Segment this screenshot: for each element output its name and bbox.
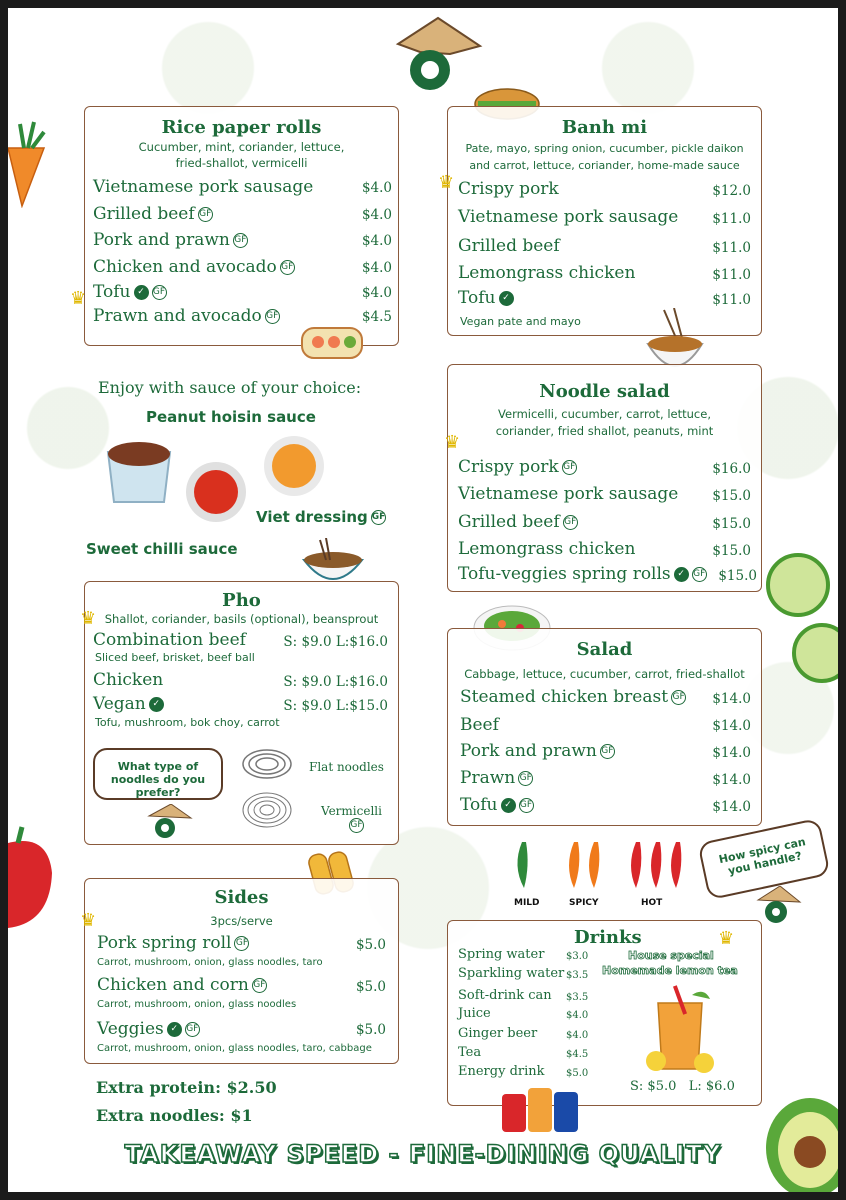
item-price: $14.0 (712, 772, 751, 788)
gluten-free-icon: GF (265, 309, 280, 324)
section-title: Noodle salad (539, 381, 670, 402)
item-price: S: $9.0 L:$15.0 (283, 698, 388, 714)
gluten-free-icon: GF (692, 567, 707, 582)
drink-item: Ginger beer (458, 1026, 538, 1041)
menu-item: Chicken and avocado GF (93, 257, 294, 277)
item-price: $4.0 (361, 207, 392, 223)
item-note: Vegan pate and mayo (460, 315, 581, 328)
lemon-tea-label: Homemade lemon tea (602, 964, 738, 977)
footer-slogan: TAKEAWAY SPEED - FINE-DINING QUALITY (124, 1140, 722, 1168)
menu-item: Grilled beef GF (458, 512, 577, 532)
flat-noodles-label: Flat noodles (309, 760, 384, 774)
item-note: Carrot, mushroom, onion, glass noodles (97, 999, 297, 1010)
bell-pepper-icon (8, 823, 54, 933)
gluten-free-icon: GF (234, 936, 249, 951)
item-price: $14.0 (712, 745, 751, 761)
section-title: Sides (214, 887, 269, 908)
menu-item: Pork spring roll GF (97, 933, 249, 953)
menu-item: Tofu ✓ (458, 288, 514, 308)
menu-item: Tofu-veggies spring rolls ✓ GF (458, 564, 706, 584)
menu-item: Chicken and corn GF (97, 975, 266, 995)
section-title: Salad (576, 639, 633, 660)
gluten-free-icon: GF (518, 771, 533, 786)
drink-item: Spring water (458, 947, 545, 962)
gluten-free-icon: GF (671, 690, 686, 705)
section-title: Pho (222, 590, 261, 611)
item-price: $5.0 (355, 937, 386, 953)
item-price: $11.0 (712, 267, 751, 283)
soda-cans-image (498, 1082, 582, 1134)
menu-item: Pork and prawn GF (460, 741, 614, 761)
menu-item: Prawn and avocado GF (93, 306, 279, 326)
menu-item: Combination beef (93, 630, 246, 650)
item-price: $11.0 (712, 211, 751, 227)
item-price: $4.0 (361, 260, 392, 276)
lemon-tea-image (644, 985, 716, 1075)
gluten-free-icon: GF (185, 1022, 200, 1037)
house-special-label: House special (628, 949, 714, 962)
pho-section (84, 581, 399, 845)
item-price: $14.0 (712, 718, 751, 734)
vegan-icon: ✓ (167, 1022, 182, 1037)
item-note: Sliced beef, brisket, beef ball (95, 651, 255, 664)
peanut-sauce-label: Peanut hoisin sauce (146, 408, 316, 426)
item-price: $12.0 (712, 183, 751, 199)
item-price: S: $9.0 L:$16.0 (283, 674, 388, 690)
logo-hat-icon (390, 14, 486, 94)
item-price: $4.5 (361, 309, 392, 325)
drink-price: $4.0 (566, 1030, 589, 1041)
item-price: $15.0 (712, 516, 751, 532)
item-price: $4.0 (361, 180, 392, 196)
flat-noodles-image (239, 744, 295, 784)
noodle-question-bubble: What type of noodles do you prefer? (93, 748, 223, 800)
drink-item: Juice (458, 1006, 491, 1021)
gluten-free-icon: GF (519, 798, 534, 813)
banh-mi-section (447, 106, 762, 336)
vermicelli-image (239, 788, 295, 832)
spice-spicy-label: SPICY (569, 898, 599, 908)
section-description: Cucumber, mint, coriander, lettuce, (138, 140, 345, 154)
item-price: $5.0 (355, 1022, 386, 1038)
item-price: $16.0 (712, 461, 751, 477)
noodle-salad-section (447, 364, 762, 592)
drink-price: $3.0 (566, 951, 589, 962)
crown-icon: ♛ (718, 928, 735, 949)
section-description: and carrot, lettuce, coriander, home-made sauce (469, 159, 740, 172)
gluten-free-icon: GF (152, 285, 167, 300)
menu-item: Vietnamese pork sausage (458, 484, 679, 504)
salad-section (447, 628, 762, 826)
menu-item: Beef (460, 715, 499, 735)
menu-item: Vietnamese pork sausage (458, 207, 679, 227)
menu-item: Grilled beef GF (93, 204, 212, 224)
menu-item: Prawn GF (460, 768, 532, 788)
menu-item: Veggies ✓ GF (97, 1019, 199, 1039)
drink-item: Energy drink (458, 1064, 545, 1079)
section-title: Drinks (574, 927, 642, 948)
carrot-icon (8, 118, 48, 208)
sides-section (84, 878, 399, 1064)
gluten-free-icon: GF (252, 978, 267, 993)
crown-icon: ♛ (70, 288, 87, 309)
menu-page (8, 8, 838, 1192)
item-price: $14.0 (712, 691, 751, 707)
drink-price: $3.5 (566, 970, 589, 981)
menu-item: Vietnamese pork sausage (93, 177, 314, 197)
spice-hot-label: HOT (641, 898, 663, 908)
item-price: S: $9.0 L:$16.0 (283, 634, 388, 650)
section-description: Cabbage, lettuce, cucumber, carrot, fried-shallot (464, 667, 745, 681)
section-description: Shallot, coriander, basils (optional), beansprout (104, 612, 379, 626)
rice-paper-rolls-section (84, 106, 399, 346)
section-title: Rice paper rolls (161, 117, 322, 138)
gluten-free-icon: GF (349, 818, 364, 833)
drink-price: $4.5 (566, 1049, 589, 1060)
drink-item: Soft-drink can (458, 988, 552, 1003)
item-price: $11.0 (712, 240, 751, 256)
gluten-free-icon: GF (600, 744, 615, 759)
item-price: $5.0 (355, 979, 386, 995)
menu-item: Grilled beef (458, 236, 560, 256)
section-description: Pate, mayo, spring onion, cucumber, pickle daikon (465, 142, 744, 155)
menu-item: Tofu ✓ GF (93, 282, 166, 302)
crown-icon: ♛ (80, 608, 97, 629)
gluten-free-icon: GF (280, 260, 295, 275)
chilli-peppers-image (508, 836, 698, 896)
extra-protein: Extra protein: $2.50 (96, 1078, 277, 1097)
item-price: $4.0 (361, 233, 392, 249)
section-description: Vermicelli, cucumber, carrot, lettuce, (498, 407, 711, 421)
vegan-icon: ✓ (499, 291, 514, 306)
item-price: $4.0 (361, 285, 392, 301)
gluten-free-icon: GF (198, 207, 213, 222)
vegan-icon: ✓ (501, 798, 516, 813)
gluten-free-icon: GF (562, 460, 577, 475)
special-price: S: $5.0 L: $6.0 (630, 1079, 735, 1094)
sauces-heading: Enjoy with sauce of your choice: (98, 378, 362, 397)
sweet-chilli-label: Sweet chilli sauce (86, 540, 238, 558)
section-description: fried-shallot, vermicelli (175, 156, 308, 170)
spice-mild-label: MILD (514, 898, 540, 908)
menu-item: Chicken (93, 670, 164, 690)
menu-item: Pork and prawn GF (93, 230, 247, 250)
vegan-icon: ✓ (134, 285, 149, 300)
drink-price: $5.0 (566, 1068, 589, 1079)
menu-item: Steamed chicken breast GF (460, 687, 685, 707)
section-description: coriander, fried shallot, peanuts, mint (495, 424, 714, 438)
menu-item: Vegan ✓ (93, 694, 164, 714)
item-price: $15.0 (718, 568, 757, 584)
rice-paper-roll-image (300, 320, 366, 366)
vermicelli-label: Vermicelli GF (321, 804, 382, 833)
drink-price: $4.0 (566, 1010, 589, 1021)
item-price: $15.0 (712, 488, 751, 504)
section-title: Banh mi (561, 117, 648, 138)
crown-icon: ♛ (80, 910, 97, 931)
hat-logo-icon (147, 804, 193, 840)
gluten-free-icon: GF (563, 515, 578, 530)
menu-item: Tofu ✓ GF (460, 795, 533, 815)
cucumber-slices-icon (762, 553, 838, 693)
viet-dressing-label: Viet dressing GF (256, 508, 386, 526)
section-description: 3pcs/serve (210, 914, 273, 928)
gluten-free-icon: GF (233, 233, 248, 248)
vegan-icon: ✓ (674, 567, 689, 582)
menu-item: Lemongrass chicken (458, 263, 636, 283)
item-price: $15.0 (712, 543, 751, 559)
spicy-question-bubble: How spicy can you handle? (697, 818, 830, 901)
item-note: Carrot, mushroom, onion, glass noodles, taro, cabbage (97, 1043, 372, 1054)
crown-icon: ♛ (438, 172, 455, 193)
item-note: Tofu, mushroom, bok choy, carrot (95, 716, 280, 729)
menu-item: Lemongrass chicken (458, 539, 636, 559)
drinks-section (447, 920, 762, 1106)
drink-item: Tea (458, 1045, 482, 1060)
menu-item: Crispy pork (458, 179, 559, 199)
item-price: $14.0 (712, 799, 751, 815)
item-price: $11.0 (712, 292, 751, 308)
item-note: Carrot, mushroom, onion, glass noodles, taro (97, 957, 323, 968)
gluten-free-icon: GF (371, 510, 386, 525)
menu-item: Crispy pork GF (458, 457, 576, 477)
vegan-icon: ✓ (149, 697, 164, 712)
crown-icon: ♛ (444, 432, 461, 453)
drink-price: $3.5 (566, 992, 589, 1003)
hat-logo-icon (756, 886, 802, 926)
extra-noodles: Extra noodles: $1 (96, 1106, 253, 1125)
drink-item: Sparkling water (458, 966, 565, 981)
